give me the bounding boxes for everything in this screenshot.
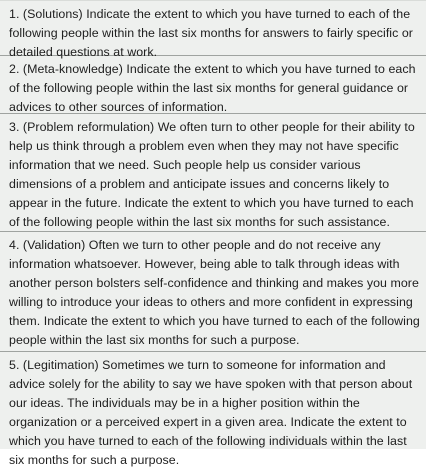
question-item-legitimation: 5. (Legitimation) Sometimes we turn to someone for information and advice solely for the ability to say we have spoken with that person about our ideas. The individuals may be in a higher position within the organization or a perceived expert in a given area. Indicate the extent to which you have turned to each of the following individuals within the last six months for such a purpose. xyxy=(9,358,413,467)
question-item-solutions: 1. (Solutions) Indicate the extent to which you have turned to each of the following people within the last six months for answers to fairly specific or detailed questions at work. xyxy=(0,1,426,56)
question-item-problem-reformulation: 3. (Problem reformulation) We often turn to other people for their ability to help us think through a problem even when they may not have specific information that we need. Such people help us consider various dimensions of a problem and anticipate issues and concerns likely to appear in the future. Indicate the extent to which you have turned to each of the following people within the last six months for such assistance. xyxy=(0,114,426,232)
question-item-meta-knowledge: 2. (Meta-knowledge) Indicate the extent to which you have turned to each of the following people within the last six months for general guidance or advices to other sources of information. xyxy=(0,56,426,114)
question-item-validation: 4. (Validation) Often we turn to other people and do not receive any information whatsoever. However, being able to talk through ideas with another person bolsters self-confidence and thinking and makes you more willing to introduce your ideas to others and more confident in expressing them. Indicate the extent to which you have turned to each of the following people within the last six months for such a purpose. xyxy=(0,232,426,352)
